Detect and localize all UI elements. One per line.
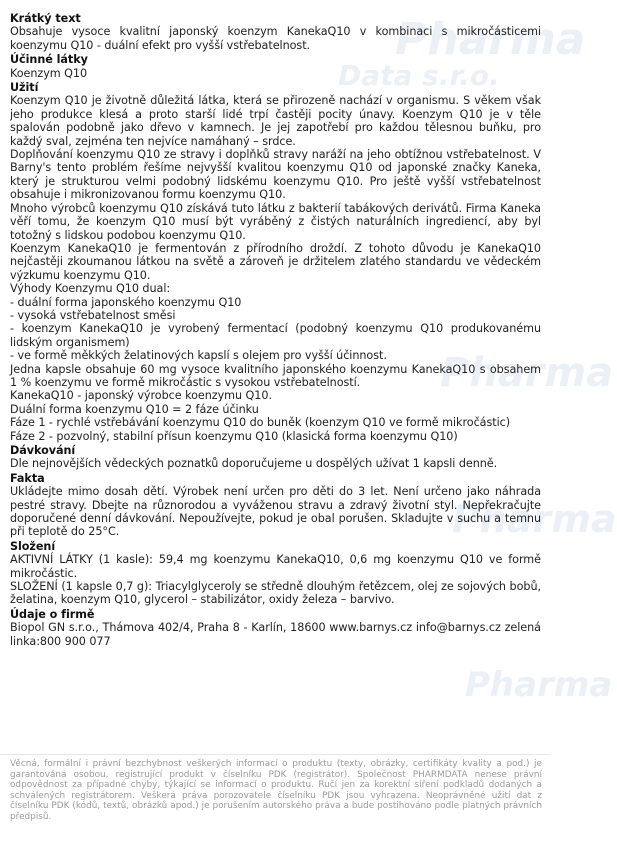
usage-paragraph: Koenzym Q10 je životně důležitá látka, která se přirozeně nachází v organismu. S věkem však jeho produkce klesá a proto starší lidé trpí častěji pocity únavy. Koenzym Q10 je v těle spalován podobně jako dřevo v kamnech. Je jej zapotřebí pro každou tělesnou buňku, pro každý sval, zejména ten nejvíce namáhaný – srdce. <box>10 94 541 148</box>
dosage-text: Dle nejnovějších vědeckých poznatků doporučujeme u dospělých užívat 1 kapsli denně. <box>10 457 498 471</box>
usage-paragraph: Duální forma koenzymu Q10 = 2 fáze účinku <box>10 402 259 416</box>
usage-paragraph: KanekaQ10 - japonský výrobce koenzymu Q10. <box>10 389 272 403</box>
composition-active: AKTIVNÍ LÁTKY (1 kasle): 59,4 mg koenzymu KanekaQ10, 0,6 mg koenzymu Q10 ve formě mikročástic. <box>10 553 541 580</box>
active-substances-text: Koenzym Q10 <box>10 66 88 80</box>
watermark-logo: Pharma <box>465 665 613 705</box>
usage-paragraph: Jedna kapsle obsahuje 60 mg vysoce kvalitního japonského koenzymu KanekaQ10 s obsahem 1 % koenzymu ve formě mikročástic s vysokou vstřebatelností. <box>10 362 541 389</box>
section-title-active-substances: Účinné látky <box>10 53 88 67</box>
legal-disclaimer: Věcná, formální i právní bezchybnost veškerých informací o produktu (texty, obrázky, certifikáty kvality a pod.) je garantována osobou, registrující produkt v číselníku PDK (registrátor). Společnost PHARMDATA nenese právní odpovědnost za případné chyby, týkající se informací o produktu. Ručí jen za korektní síření podkladů dodaných a schválených registrátorem. Veškerá práva porozovatele číselníku PDK jsou vyhrazena. Neoprávněné užití dat z číselníku PDK (kódů, textů, obrázků apod.) je porušením autorského práva a bude postihováno podle platných právních předpisů. <box>10 759 542 822</box>
watermark-logo: Pharma <box>395 14 586 65</box>
section-title-usage: Užití <box>10 81 39 95</box>
product-description <box>10 11 541 648</box>
usage-list-item: - duální forma japonského koenzymu Q10 <box>10 295 242 309</box>
section-title-composition: Složení <box>10 539 56 553</box>
usage-paragraph: Mnoho výrobců koenzymu Q10 získává tuto látku z bakterií tabákových derivátů. Firma Kaneka věří tomu, že koenzym Q10 musí být vyráběný z čistých naturálních ingrediencí, aby byl totožný s lidskou podobou koenzymu Q10. <box>10 201 541 242</box>
section-title-dosage: Dávkování <box>10 444 76 457</box>
usage-paragraph: Doplňování koenzymu Q10 ze stravy i doplňků stravy naráží na jeho obtížnou vstřebatelnost. V Barny's tento problém řešíme nejvyšší kvalitou koenzymu Q10 od japonské značky Kaneka, který je strukturou velmi podobný lidskému koenzymu Q10. Pro ještě vyšší vstřebatelnost obsahuje i mikronizovanou formu koenzymu Q10. <box>10 148 541 202</box>
short-text: Obsahuje vysoce kvalitní japonský koenzym KanekaQ10 v kombinaci s mikročásticemi koenzymu Q10 - duální efekt pro vyšší vstřebatelnost. <box>10 25 541 52</box>
watermark-logo: Data s.r.o. <box>338 59 500 92</box>
facts-text: Ukládejte mimo dosah dětí. Výrobek není určen pro děti do 3 let. Není určeno jako náhrada pestré stravy. Dbejte na různorodou a vyváženou stravu a zdravý životní styl. Nepřekračujte doporučené denní dávkování. Nepoužívejte, pokud je obal porušen. Skladujte v suchu a temnu při teplotě do 25°C. <box>10 485 541 539</box>
company-info: Biopol GN s.r.o., Thámova 402/4, Praha 8 - Karlín, 18600 www.barnys.cz info@barnys.cz zelená linka:800 900 077 <box>10 621 541 648</box>
usage-paragraph: Fáze 1 - rychlé vstřebávání koenzymu Q10 do buněk (koenzym Q10 ve formě mikročástic) <box>10 416 511 430</box>
watermark-logo: Pharma <box>452 497 617 541</box>
usage-paragraph: Koenzym KanekaQ10 je fermentován z přírodního droždí. Z tohoto důvodu je KanekaQ10 nejčastěji zkoumanou látkou na světě a zároveň je držitelem zlatého standardu ve vědeckém výzkumu koenzymu Q10. <box>10 241 541 282</box>
section-title-facts: Fakta <box>10 471 45 485</box>
watermark-logo: Pharma <box>440 350 614 396</box>
divider <box>0 754 550 755</box>
usage-list-item: - ve formě měkkých želatinových kapslí s olejem pro vyšší účinnost. <box>10 349 387 363</box>
usage-paragraph: Fáze 2 - pozvolný, stabilní přísun koenzymu Q10 (klasická forma koenzymu Q10) <box>10 429 458 443</box>
composition-ingredients: SLOŽENÍ (1 kapsle 0,7 g): Triacylglyceroly se středně dlouhým řetězcem, olej ze sojových bobů, želatina, koenzym Q10, glycerol – stabilizátor, oxidy železa – barvivo. <box>10 580 541 607</box>
section-title-company: Údaje o firmě <box>10 607 95 621</box>
usage-paragraph: Výhody Koenzymu Q10 dual: <box>10 282 171 296</box>
usage-list-item: - vysoká vstřebatelnost směsi <box>10 308 176 322</box>
section-title-short-text: Krátký text <box>10 12 81 25</box>
usage-list-item: - koenzym KanekaQ10 je vyrobený fermentací (podobný koenzymu Q10 produkovanému lidským organismem) <box>10 322 541 349</box>
